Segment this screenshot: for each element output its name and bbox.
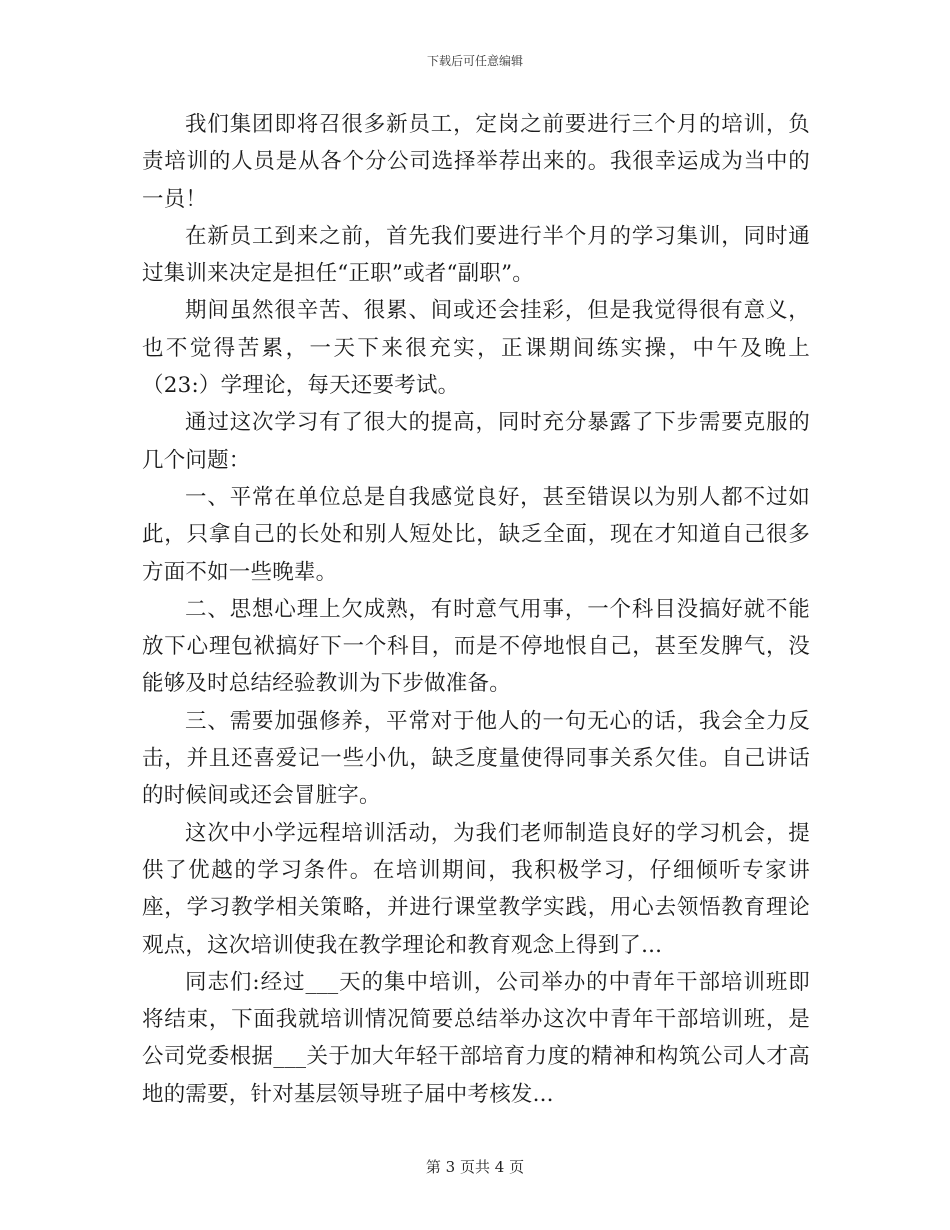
- paragraph-4: 通过这次学习有了很大的提高，同时充分暴露了下步需要克服的几个问题：: [142, 410, 810, 473]
- paragraph-7: 三、需要加强修养，平常对于他人的一句无心的话，我会全力反击，并且还喜爱记一些小仇，缺乏度量使得同事关系欠佳。自己讲话的时候间或还会冒脏字。: [142, 708, 810, 809]
- document-body: [142, 106, 810, 1113]
- paragraph-1: 我们集团即将召很多新员工，定岗之前要进行三个月的培训，负责培训的人员是从各个分公司选择举荐出来的。我很幸运成为当中的一员！: [142, 112, 810, 212]
- page-header: 下载后可任意编辑: [426, 54, 523, 68]
- paragraph-3: 期间虽然很辛苦、很累、间或还会挂彩，但是我觉得很有意义，也不觉得苦累，一天下来很充实，正课期间练实操，中午及晚上（23:）学理论，每天还要考试。: [142, 298, 810, 399]
- paragraph-6: 二、思想心理上欠成熟，有时意气用事，一个科目没搞好就不能放下心理包袱搞好下一个科目，而是不停地恨自己，甚至发脾气，没能够及时总结经验教训为下步做准备。: [142, 596, 810, 697]
- paragraph-5: 一、平常在单位总是自我感觉良好，甚至错误以为别人都不过如此，只拿自己的长处和别人短处比，缺乏全面，现在才知道自己很多方面不如一些晚辈。: [142, 484, 810, 585]
- paragraph-8: 这次中小学远程培训活动，为我们老师制造良好的学习机会，提供了优越的学习条件。在培训期间，我积极学习，仔细倾听专家讲座，学习教学相关策略，并进行课堂教学实践，用心去领悟教育理论观点，这次培训使我在教学理论和教育观念上得到了...: [142, 820, 810, 958]
- paragraph-2: 在新员工到来之前，首先我们要进行半个月的学习集训，同时通过集训来决定是担任“正职”或者“副职”。: [142, 223, 810, 287]
- paragraph-9: 同志们:经过___天的集中培训，公司举办的中青年干部培训班即将结束，下面我就培训情况简要总结举办这次中青年干部培训班，是公司党委根据___关于加大年轻干部培育力度的精神和构筑公司人才高地的需要，针对基层领导班子届中考核发...: [142, 969, 810, 1107]
- page-footer: 第 3 页共 4 页: [425, 1158, 525, 1176]
